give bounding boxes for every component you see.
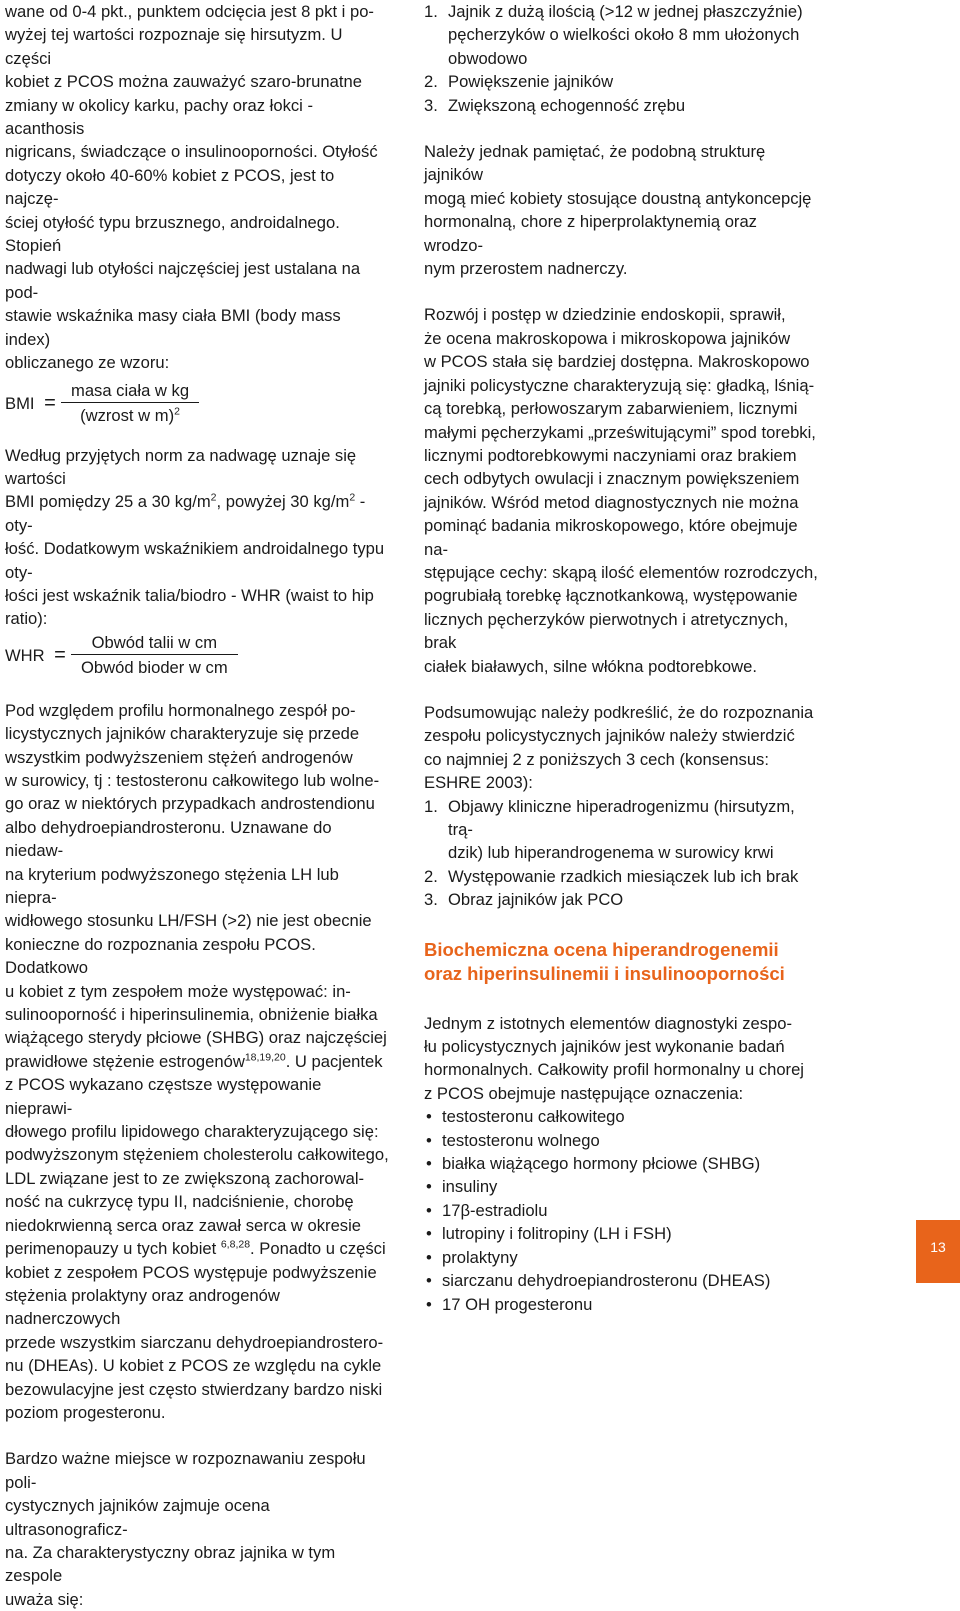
text-line: małymi pęcherzykami „prześwitującymi” spod torebki, <box>424 422 816 442</box>
text-line: cech odbytych owulacji i znacznym powiększeniem <box>424 469 800 489</box>
text-line: pogrubiałą torebkę łącznotkankową, występowanie <box>424 586 798 606</box>
list-text: siarczanu dehydroepiandrosteronu (DHEAS) <box>442 1271 771 1291</box>
list-item <box>424 1199 819 1222</box>
text-line: kobiet z PCOS można zauważyć szaro-brunatne <box>5 72 362 92</box>
superscript: 2 <box>210 491 217 504</box>
list-number: 2. <box>424 72 438 92</box>
text-line: zespołu policystycznych jajników należy stwierdzić <box>424 726 795 746</box>
heading-line: oraz hiperinsulinemii i insulinooporności <box>424 962 785 984</box>
text-line: albo dehydroepiandrosteronu. Uznawane do niedaw- <box>5 817 332 861</box>
hormone-test-list <box>424 1105 819 1316</box>
text-line: cą torebką, perłowoszarym zabarwieniem, licznymi <box>424 399 798 419</box>
section-heading <box>424 938 819 986</box>
list-item <box>424 888 819 911</box>
text-line: wszystkim podwyższeniem stężeń androgenów <box>5 747 353 767</box>
list-number: 3. <box>424 95 438 115</box>
text-line: go oraz w niektórych przypadkach androstendionu <box>5 794 375 814</box>
heading-line: Biochemiczna ocena hiperandrogenemii <box>424 938 779 960</box>
text-line: sulinooporność i hiperinsulinemia, obniżenie białka <box>5 1005 378 1025</box>
paragraph-summary <box>424 701 819 795</box>
list-text: białka wiążącego hormony płciowe (SHBG) <box>442 1154 761 1174</box>
bullet-icon: • <box>426 1294 432 1314</box>
text-line: nigricans, świadczące o insulinooporności. Otyłość <box>5 142 378 162</box>
text-line: pominąć badania mikroskopowego, które obejmuje na- <box>424 516 798 559</box>
text-line: stawie wskaźnika masy ciała BMI (body mass index) <box>5 306 341 349</box>
bullet-icon: • <box>426 1177 432 1197</box>
text-span: BMI pomiędzy 25 a 30 kg/m <box>5 492 211 512</box>
text-line: na. Za charakterystyczny obraz jajnika w tym zespole <box>5 1542 336 1586</box>
paragraph-hormonal-profile <box>5 699 390 1425</box>
bullet-icon: • <box>426 1200 432 1220</box>
text-span: prawidłowe stężenie estrogenów <box>5 1051 245 1071</box>
text-line: uważa się: <box>5 1589 84 1609</box>
list-text: lutropiny i folitropiny (LH i FSH) <box>442 1224 672 1244</box>
list-item <box>424 70 819 93</box>
text-line: wyżej tej wartości rozpoznaje się hirsutyzm. U części <box>5 25 343 68</box>
list-item <box>424 1222 819 1245</box>
text-span: - oty- <box>5 492 366 535</box>
text-line: u kobiet z tym zespołem może występować: in- <box>5 981 351 1001</box>
paragraph-ultrasound <box>5 1447 390 1611</box>
text-line: poziom progesteronu. <box>5 1402 166 1422</box>
bullet-icon: • <box>426 1154 432 1174</box>
text-line: licznych pęcherzyków pierwotnych i atretycznych, brak <box>424 609 789 653</box>
list-number: 1. <box>424 2 438 21</box>
text-line: ciałek białawych, silne włókna podtorebkowe. <box>424 656 757 676</box>
list-item <box>424 0 819 70</box>
left-column <box>5 0 390 1611</box>
text-line: podwyższonym stężeniem cholesterolu całkowitego, <box>5 1145 389 1165</box>
formula-lhs: WHR <box>5 646 45 666</box>
reference-superscript: 18,19,20 <box>244 1051 286 1064</box>
list-number: 1. <box>424 796 438 816</box>
text-line: bezowulacyjne jest często stwierdzany bardzo niski <box>5 1379 383 1399</box>
reference-superscript: 6,8,28 <box>220 1238 251 1251</box>
text-line: licznymi podtorebkowymi naczyniami oraz brakiem <box>424 445 797 465</box>
list-text: testosteronu całkowitego <box>442 1107 625 1127</box>
list-item <box>424 1129 819 1152</box>
text-line <box>5 490 390 537</box>
superscript: 2 <box>174 405 180 418</box>
text-line: na kryterium podwyższonego stężenia LH lub niepra- <box>5 864 339 907</box>
whr-formula <box>5 631 390 681</box>
text-line: w surowicy, tj : testosteronu całkowitego lub wolne- <box>5 770 380 790</box>
numerator: Obwód talii w cm <box>91 633 218 653</box>
text-line: łości jest wskaźnik talia/biodro - WHR (waist to hip ratio): <box>5 585 374 629</box>
text-line: nu (DHEAs). U kobiet z PCOS ze względu na cykle <box>5 1356 382 1376</box>
page-number: 13 <box>916 1220 960 1283</box>
list-text: insuliny <box>442 1177 498 1197</box>
list-text: Zwiększoną echogenność zrębu <box>448 95 686 115</box>
denominator <box>70 406 190 426</box>
text-line: Jednym z istotnych elementów diagnostyki zespo- <box>424 1013 793 1033</box>
equals-sign: = <box>44 391 56 414</box>
fraction-bar <box>61 402 199 403</box>
list-item <box>424 1293 819 1316</box>
list-text: 17 OH progesteronu <box>442 1294 593 1314</box>
fraction-bar <box>71 654 238 655</box>
text-line: stężenia prolaktyny oraz androgenów nadnerczowych <box>5 1285 280 1329</box>
list-text: pęcherzyków o wielkości około 8 mm ułożonych <box>448 25 800 45</box>
list-item <box>424 1105 819 1128</box>
list-text: 17β-estradiolu <box>442 1200 548 1220</box>
numerator: masa ciała w kg <box>71 381 190 400</box>
bullet-icon: • <box>426 1247 432 1267</box>
list-item <box>424 1152 819 1175</box>
list-item <box>424 795 819 865</box>
text-line: niedokrwienną serca oraz zawał serca w okresie <box>5 1215 362 1235</box>
list-text: Obraz jajników jak PCO <box>448 890 624 910</box>
list-text: testosteronu wolnego <box>442 1130 600 1150</box>
text-line: Bardzo ważne miejsce w rozpoznawaniu zespołu poli- <box>5 1449 366 1492</box>
text-line: jajniki policystyczne charakteryzują się: gładką, lśnią- <box>424 375 815 395</box>
text-line: widłowego stosunku LH/FSH (>2) nie jest obecnie <box>5 911 372 931</box>
eshre-criteria-list <box>424 795 819 912</box>
paragraph-hormonal-tests <box>424 1012 819 1106</box>
text-span: perimenopauzy u tych kobiet <box>5 1239 221 1259</box>
superscript: 2 <box>349 491 356 504</box>
text-line: z PCOS obejmuje następujące oznaczenia: <box>424 1083 744 1103</box>
list-text: dzik) lub hiperandrogenema w surowicy krwi <box>448 843 774 863</box>
list-text: obwodowo <box>448 48 528 68</box>
text-line: wiążącego sterydy płciowe (SHBG) oraz najczęściej <box>5 1028 387 1048</box>
text-line: Należy jednak pamiętać, że podobną strukturę jajników <box>424 142 766 185</box>
list-item <box>424 865 819 888</box>
text-line: stępujące cechy: skąpą ilość elementów rozrodczych, <box>424 562 818 582</box>
list-text: Jajnik z dużą ilością (>12 w jednej płaszczyźnie) <box>448 2 803 21</box>
text-line: konieczne do rozpoznania zespołu PCOS. Dodatkowo <box>5 934 316 978</box>
text-line: co najmniej 2 z poniższych 3 cech (konsensus: <box>424 749 769 769</box>
list-number: 2. <box>424 866 438 886</box>
text-line: LDL związane jest to ze zwiększoną zachorowal- <box>5 1168 365 1188</box>
list-item <box>424 1175 819 1198</box>
ultrasound-criteria-list <box>424 0 819 117</box>
text-line: Pod względem profilu hormonalnego zespół po- <box>5 700 356 720</box>
text-line: kobiet z zespołem PCOS występuje podwyższenie <box>5 1262 377 1282</box>
paragraph-bmi-norms <box>5 444 390 631</box>
text-line: nadwagi lub otyłości najczęściej jest ustalana na pod- <box>5 259 361 302</box>
text-line: dotyczy około 40-60% kobiet z PCOS, jest to najczę- <box>5 165 335 209</box>
bullet-icon: • <box>426 1224 432 1244</box>
list-item <box>424 94 819 117</box>
text-line: hormonalnych. Całkowity profil hormonalny u chorej <box>424 1060 804 1080</box>
list-text: Objawy kliniczne hiperadrogenizmu (hirsutyzm, trą- <box>448 796 795 839</box>
text-line: jajników. Wśród metod diagnostycznych nie można <box>424 492 799 512</box>
text-line: nym przerostem nadnerczy. <box>424 259 628 279</box>
denominator-text: (wzrost w m) <box>80 406 175 425</box>
text-line: licystycznych jajników charakteryzuje się przede <box>5 724 360 744</box>
fraction <box>61 381 199 426</box>
list-text: Powiększenie jajników <box>448 72 614 92</box>
paragraph-hirsutism-obesity <box>5 0 390 375</box>
formula-lhs: BMI <box>5 393 35 413</box>
text-line: Rozwój i postęp w dziedzinie endoskopii, sprawił, <box>424 305 786 325</box>
list-item <box>424 1269 819 1292</box>
paragraph-contraception <box>424 140 819 280</box>
list-text: prolaktyny <box>442 1247 518 1267</box>
text-line <box>5 1050 390 1073</box>
paragraph-endoscopy <box>424 303 819 678</box>
bullet-icon: • <box>426 1107 432 1127</box>
text-line: obliczanego ze wzoru: <box>5 353 170 373</box>
list-item <box>424 1246 819 1269</box>
list-text: Występowanie rzadkich miesiączek lub ich brak <box>448 866 799 886</box>
denominator: Obwód bioder w cm <box>81 658 228 678</box>
bullet-icon: • <box>426 1271 432 1291</box>
text-span: . U pacjentek <box>285 1051 383 1071</box>
text-line: z PCOS wykazano częstsze występowanie nieprawi- <box>5 1075 322 1118</box>
text-line: ność na cukrzycę typu II, nadciśnienie, chorobę <box>5 1192 354 1212</box>
text-line: mogą mieć kobiety stosujące doustną antykoncepcję <box>424 188 812 208</box>
text-line: ESHRE 2003): <box>424 773 533 793</box>
text-line: łość. Dodatkowym wskaźnikiem androidalnego typu oty- <box>5 539 385 582</box>
text-line: łu policystycznych jajników jest wykonanie badań <box>424 1037 785 1057</box>
text-line: przede wszystkim siarczanu dehydroepiandrostero- <box>5 1332 384 1352</box>
fraction <box>71 633 238 678</box>
list-number: 3. <box>424 890 438 910</box>
text-line: wane od 0-4 pkt., punktem odcięcia jest 8 pkt i po- <box>5 2 374 21</box>
text-line: hormonalną, chore z hiperprolaktynemią oraz wrodzo- <box>424 212 757 255</box>
bullet-icon: • <box>426 1130 432 1150</box>
text-line: zmiany w okolicy karku, pachy oraz łokci - acanthosis <box>5 95 314 139</box>
text-span: , powyżej 30 kg/m <box>216 492 350 512</box>
text-line: dłowego profilu lipidowego charakteryzującego się: <box>5 1122 379 1142</box>
right-column <box>424 0 819 1316</box>
text-line: ściej otyłość typu brzusznego, androidalnego. Stopień <box>5 212 340 256</box>
equals-sign: = <box>54 644 66 667</box>
text-line: w PCOS stała się bardziej dostępna. Makroskopowo <box>424 352 810 372</box>
bmi-formula <box>5 375 390 433</box>
text-line <box>5 1237 390 1260</box>
text-line: Według przyjętych norm za nadwagę uznaje się wartości <box>5 445 357 488</box>
text-span: . Ponadto u części <box>250 1239 386 1259</box>
text-line: Podsumowując należy podkreślić, że do rozpoznania <box>424 702 814 722</box>
text-line: cystycznych jajników zajmuje ocena ultrasonograficz- <box>5 1496 270 1539</box>
text-line: że ocena makroskopowa i mikroskopowa jajników <box>424 328 791 348</box>
